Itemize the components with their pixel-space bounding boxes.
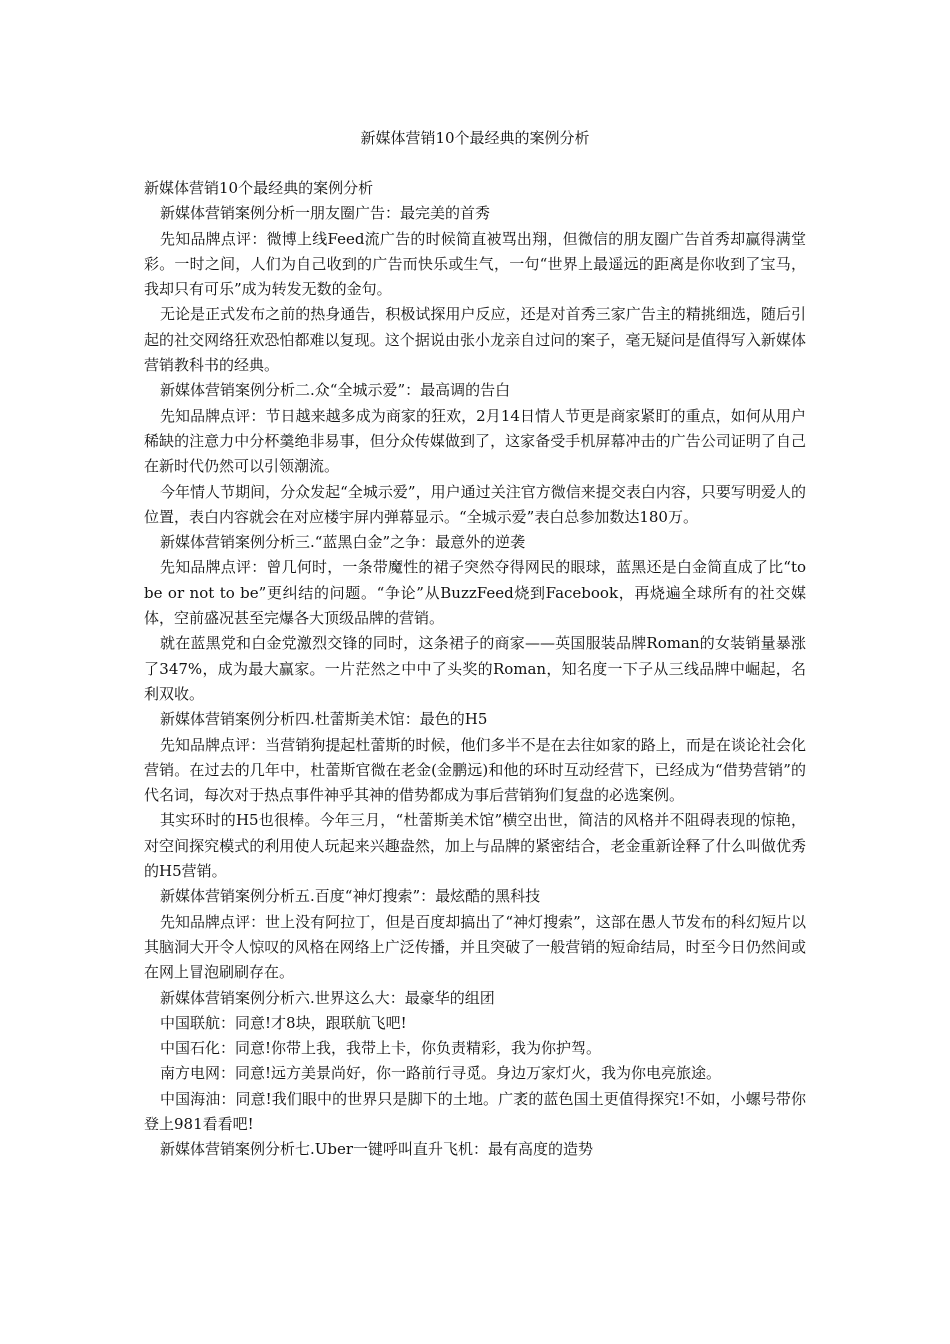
case-4-comment: 先知品牌点评：当营销狗提起杜蕾斯的时候，他们多半不是在去往如家的路上，而是在谈论社会化营销。在过去的几年中，杜蕾斯官微在老金(金鹏远)和他的环时互动经营下，已经成为“借势营销”的代名词，每次对于热点事件神乎其神的借势都成为事后营销狗们复盘的必选案例。 [144,735,806,805]
case-4-heading: 新媒体营销案例分析四.杜蕾斯美术馆：最色的H5 [160,710,488,729]
case-1-heading: 新媒体营销案例分析一朋友圈广告：最完美的首秀 [160,204,491,223]
case-2-detail: 今年情人节期间，分众发起“全城示爱”，用户通过关注官方微信来提交表白内容，只要写明爱人的位置，表白内容就会在对应楼宇屏内弹幕显示。“全城示爱”表白总参加数达180万。 [144,482,806,526]
case-4-detail: 其实环时的H5也很棒。今年三月，“杜蕾斯美术馆”横空出世，简洁的风格并不阻碍表现的惊艳，对空间探究模式的利用使人玩起来兴趣盎然，加上与品牌的紧密结合，老金重新诠释了什么叫做优秀的H5营销。 [144,811,806,881]
case-5-comment: 先知品牌点评：世上没有阿拉丁，但是百度却搞出了“神灯搜索”，这部在愚人节发布的科幻短片以其脑洞大开令人惊叹的风格在网络上广泛传播，并且突破了一般营销的短命结局，时至今日仍然间或在网上冒泡刷刷存在。 [144,912,806,982]
case-1-detail: 无论是正式发布之前的热身通告，积极试探用户反应，还是对首秀三家广告主的精挑细选，随后引起的社交网络狂欢恐怕都难以复现。这个据说由张小龙亲自过问的案子，毫无疑问是值得写入新媒体营销教科书的经典。 [144,305,806,375]
case-1-comment: 先知品牌点评：微博上线Feed流广告的时候简直被骂出翔，但微信的朋友圈广告首秀却赢得满堂彩。一时之间，人们为自己收到的广告而快乐或生气，一句“世界上最遥远的距离是你收到了宝马，我却只有可乐”成为转发无数的金句。 [144,229,806,299]
case-6-quote-unitedairlines: 中国联航：同意!才8块，跟联航飞吧! [160,1013,407,1032]
document-title: 新媒体营销10个最经典的案例分析 [360,129,590,147]
case-3-heading: 新媒体营销案例分析三.“蓝黑白金”之争：最意外的逆袭 [160,533,526,552]
case-5-heading: 新媒体营销案例分析五.百度“神灯搜索”：最炫酷的黑科技 [160,887,541,906]
case-2-heading: 新媒体营销案例分析二.众“全城示爱”：最高调的告白 [160,381,511,400]
case-6-quote-csg: 南方电网：同意!远方美景尚好，你一路前行寻觅。身边万家灯火，我为你电亮旅途。 [160,1064,722,1083]
document-body [144,176,806,1163]
case-3-detail: 就在蓝黑党和白金党激烈交锋的同时，这条裙子的商家——英国服装品牌Roman的女装销量暴涨了347%，成为最大赢家。一片茫然之中中了头奖的Roman，知名度一下子从三线品牌中崛起，名利双收。 [144,634,806,703]
case-2-comment: 先知品牌点评：节日越来越多成为商家的狂欢，2月14日情人节更是商家紧盯的重点，如何从用户稀缺的注意力中分杯羹绝非易事，但分众传媒做到了，这家备受手机屏幕冲击的广告公司证明了自己在新时代仍然可以引领潮流。 [144,406,806,476]
case-7-heading: 新媒体营销案例分析七.Uber一键呼叫直升飞机：最有高度的造势 [160,1140,594,1159]
case-6-heading: 新媒体营销案例分析六.世界这么大：最豪华的组团 [160,988,495,1007]
case-6-quote-cnooc: 中国海油：同意!我们眼中的世界只是脚下的土地。广袤的蓝色国土更值得探究!不如，小螺号带你登上981看看吧! [144,1089,806,1133]
case-3-comment: 先知品牌点评：曾几何时，一条带魔性的裙子突然夺得网民的眼球，蓝黑还是白金简直成了比“to be or not to be”更纠结的问题。“争论”从BuzzFeed烧到Facebook，再烧遍全球所有的社交媒体，空前盛况甚至完爆各大顶级品牌的营销。 [144,558,806,628]
case-6-quote-sinopec: 中国石化：同意!你带上我，我带上卡，你负责精彩，我为你护驾。 [160,1039,602,1058]
body-heading: 新媒体营销10个最经典的案例分析 [144,179,374,197]
